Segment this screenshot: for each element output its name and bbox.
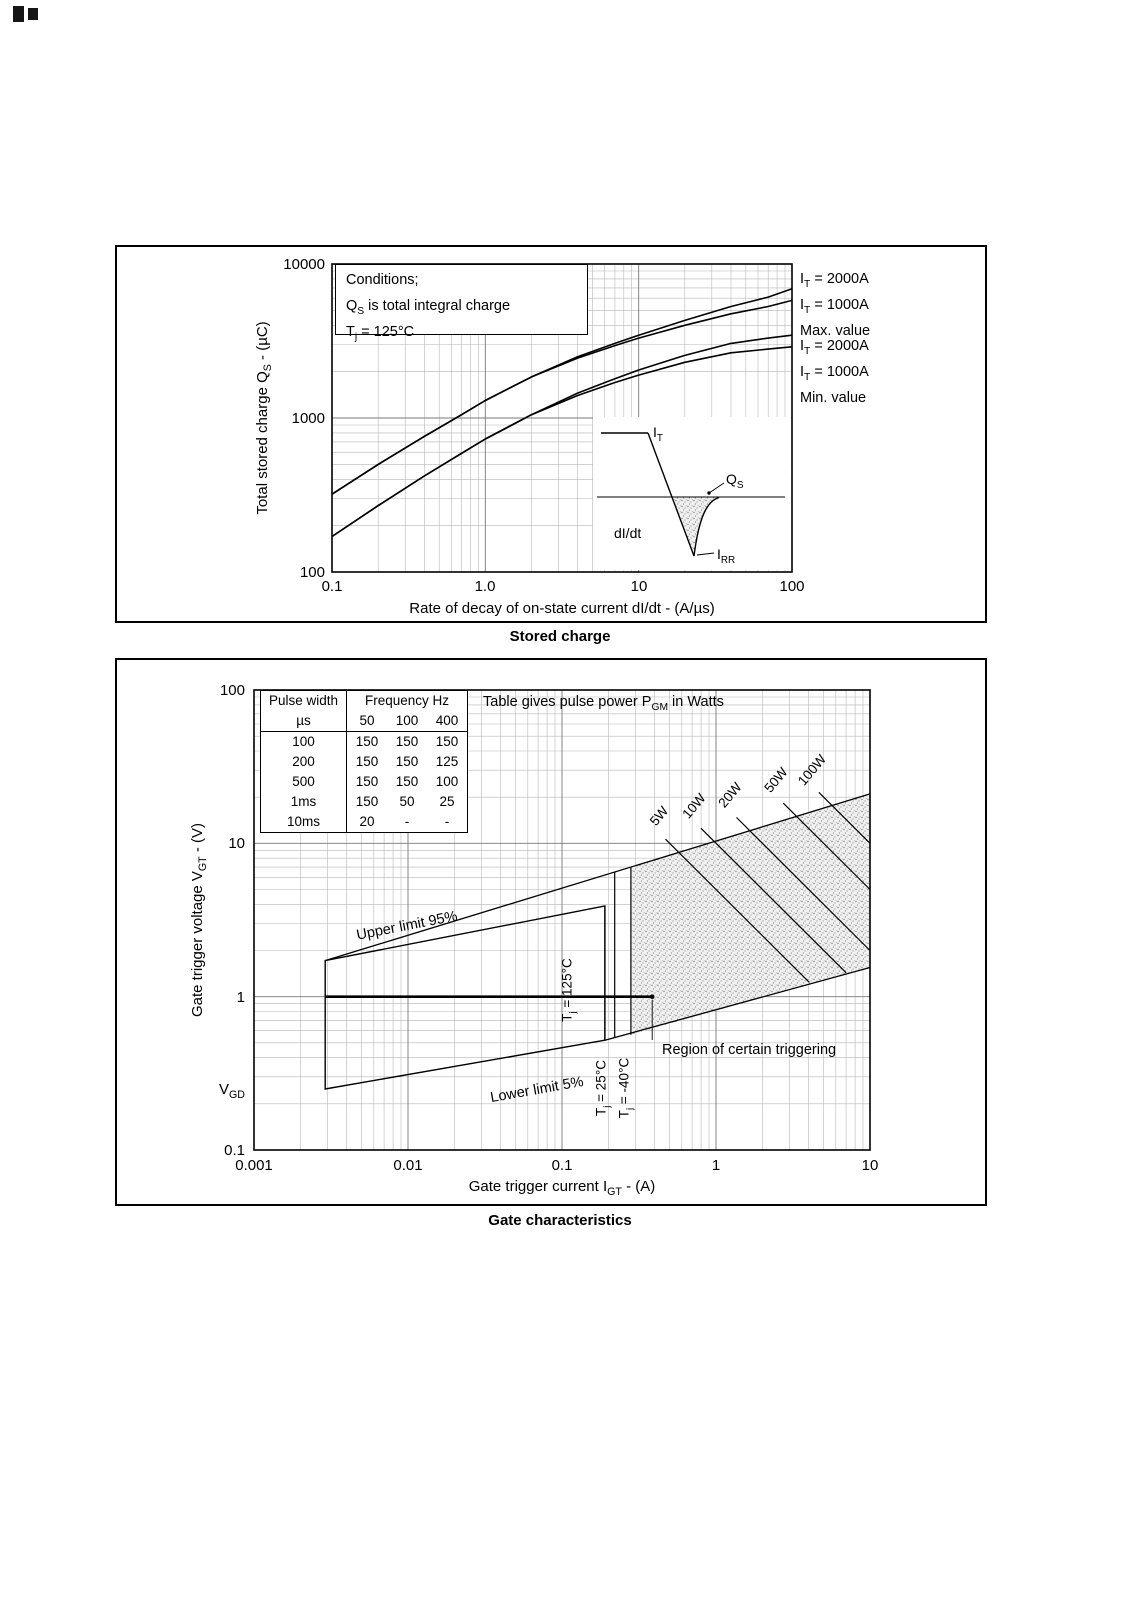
table-cell: 400: [427, 711, 468, 732]
table-cell: 25: [439, 794, 455, 809]
legend-line: $I_T = 1000A$: [800, 296, 869, 316]
table-cell: 150: [355, 794, 379, 809]
scan-artifact: [13, 6, 24, 22]
power-label-100w: 100W: [794, 751, 830, 789]
table-cell: 150: [355, 774, 379, 789]
y-tick: 0.1: [224, 1142, 245, 1159]
y-axis-label: Gate trigger voltage $V_{GT} - (V)$: [189, 822, 209, 1018]
table-cell: 100: [435, 774, 459, 789]
x-axis-label: Rate of decay of on-state current dI/dt - (A/µs): [409, 600, 715, 617]
inset-didt-label: dI/dt: [614, 525, 642, 541]
vgd-label: $V_{GD}$: [219, 1081, 245, 1101]
table-cell: 50: [347, 711, 388, 732]
table-cell: 150: [395, 754, 419, 769]
trigger-marker-dot: [650, 994, 655, 999]
conditions-box: [335, 264, 588, 343]
x-tick: 100: [779, 578, 805, 595]
legend-min-group: [800, 336, 869, 414]
x-tick: 1.0: [474, 578, 496, 595]
y-tick: 100: [299, 564, 325, 581]
x-tick: 0.001: [235, 1157, 273, 1174]
lower-limit-label: Lower limit 5%: [489, 1073, 585, 1107]
power-label-5w: 5W: [646, 803, 672, 829]
x-tick: 10: [861, 1157, 879, 1174]
y-tick: 10: [228, 835, 245, 852]
conditions-line: $T_j = 125^\circ C$: [346, 323, 415, 343]
conditions-line: $Q_S$ is total integral charge: [346, 297, 511, 317]
scan-artifact: [28, 8, 38, 20]
power-label-50w: 50W: [761, 764, 791, 796]
table-cell: 50: [399, 794, 415, 809]
tj-125-label: $T_j = 125^\circ C$: [559, 958, 579, 1022]
table-row: [261, 812, 468, 833]
gate-characteristics-panel: [115, 658, 987, 1206]
conditions-line: Conditions;: [346, 272, 419, 288]
table-row: [261, 752, 468, 772]
table-cell: -: [404, 814, 410, 829]
table-cell: 150: [435, 734, 459, 749]
tj-minus40-label: $T_j = -40^\circ C$: [616, 1057, 636, 1119]
stored-charge-caption: Stored charge: [509, 628, 611, 645]
x-tick: 10: [630, 578, 648, 595]
stored-charge-panel: [115, 245, 987, 623]
table-header-pulse-width: Pulse width: [261, 691, 347, 712]
gate-characteristics-caption: Gate characteristics: [488, 1212, 632, 1229]
table-header-frequency: Frequency Hz: [364, 693, 450, 708]
table-cell: 200: [261, 752, 347, 772]
region-of-certain-triggering-label: Region of certain triggering: [662, 1042, 837, 1058]
table-cell: 1ms: [261, 792, 347, 812]
recovery-waveform-inset: [593, 417, 791, 570]
y-tick: 1000: [291, 410, 325, 427]
table-row: [261, 711, 468, 732]
table-cell: 150: [395, 774, 419, 789]
legend-line: Max. value: [800, 322, 871, 339]
pulse-power-note: Table gives pulse power $P_{GM}$ in Watts: [483, 694, 724, 713]
x-tick: 0.01: [393, 1157, 423, 1174]
power-label-10w: 10W: [679, 790, 709, 822]
power-label-20w: 20W: [715, 779, 745, 811]
table-cell: 150: [355, 754, 379, 769]
table-cell: 125: [435, 754, 459, 769]
y-axis-label: Total stored charge $Q_S - (\mu C)$: [254, 321, 274, 515]
gate-characteristics-chart: [117, 660, 985, 1204]
table-cell: 100: [261, 732, 347, 753]
legend-line: $I_T = 2000A$: [800, 271, 869, 290]
legend-line: $I_T = 2000A$: [800, 338, 869, 357]
y-tick: 10000: [283, 256, 325, 273]
table-row: [261, 732, 468, 753]
table-cell: 150: [355, 734, 379, 749]
table-row: [261, 772, 468, 792]
x-tick: 1: [711, 1157, 721, 1174]
inset-it-label: $I_T$: [653, 424, 663, 444]
table-cell: 100: [387, 711, 427, 732]
table-cell: 20: [359, 814, 375, 829]
inset-qs-label: $Q_S$: [726, 471, 744, 491]
upper-limit-label: Upper limit 95%: [355, 908, 459, 944]
y-tick: 1: [236, 989, 245, 1006]
table-cell: µs: [261, 711, 347, 732]
table-row: [261, 691, 468, 712]
table-cell: 10ms: [261, 812, 347, 833]
x-tick: 0.1: [551, 1157, 573, 1174]
legend-line: Min. value: [800, 389, 867, 406]
y-tick: 100: [219, 682, 245, 699]
x-axis-label: Gate trigger current $I_{GT} - (A)$: [468, 1178, 656, 1198]
pulse-power-table: [260, 690, 468, 833]
tj-25-label: $T_j = 25^\circ C$: [593, 1060, 613, 1116]
legend-line: $I_T = 1000A$: [800, 363, 869, 383]
x-tick: 0.1: [321, 578, 343, 595]
table-cell: -: [444, 814, 450, 829]
table-cell: 500: [261, 772, 347, 792]
table-row: [261, 792, 468, 812]
inset-irr-label: $I_{RR}$: [717, 546, 736, 566]
table-cell: 150: [395, 734, 419, 749]
